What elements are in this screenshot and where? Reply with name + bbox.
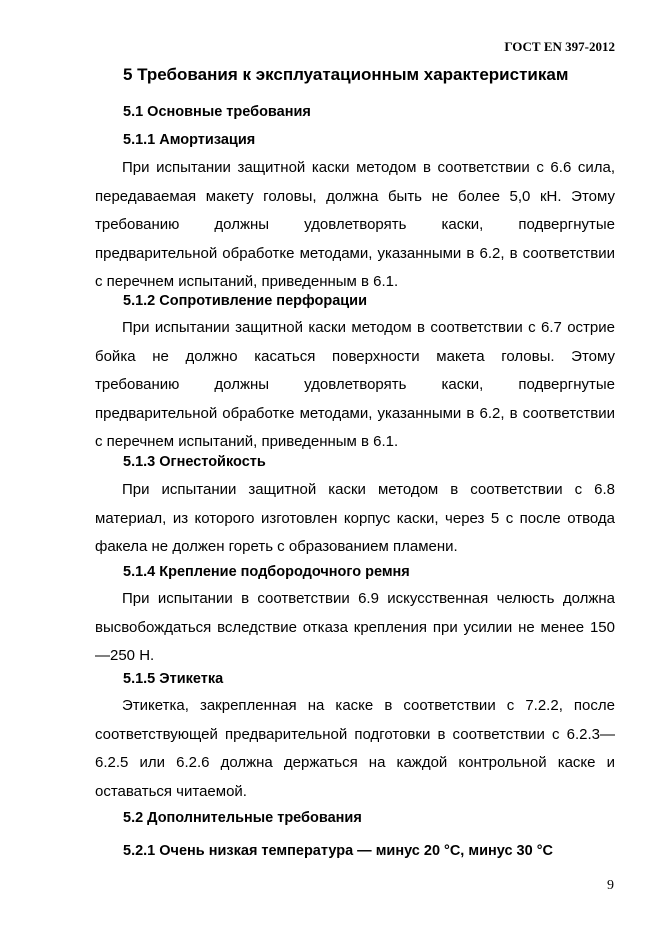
section-5-1-2-text: При испытании защитной каски методом в соответствии с 6.7 острие бойка не должно касаться поверхности макета головы. Этому требованию должны удовлетворять каски, подвергнутые предварительной обработке методами, указанными в 6.2, в соответствии с перечнем испытаний, приведенным в 6.1. (95, 319, 615, 451)
section-5-1-4-text: При испытании в соответствии 6.9 искусственная челюсть должна высвобождаться вследствие отказа крепления при усилии не менее 150—250 Н. (95, 590, 615, 665)
section-5-1-5-title: 5.1.5 Этикетка (123, 671, 224, 687)
document-header: ГОСТ EN 397-2012 (504, 39, 615, 54)
section-5-title: 5 Требования к эксплуатационным характеристикам (123, 65, 569, 84)
section-5-1-4-title: 5.1.4 Крепление подбородочного ремня (123, 564, 410, 580)
section-5-1-3-title: 5.1.3 Огнестойкость (123, 454, 266, 470)
section-5-2-1-title: 5.2.1 Очень низкая температура — минус 20 °С, минус 30 °С (123, 843, 553, 859)
section-5-1-1-title: 5.1.1 Амортизация (123, 132, 256, 148)
section-5-1-title: 5.1 Основные требования (123, 104, 311, 120)
section-5-1-3-text: При испытании защитной каски методом в соответствии с 6.8 материал, из которого изготовлен корпус каски, через 5 с после отвода факела не должен гореть с образованием пламени. (95, 481, 615, 556)
section-5-1-5-text: Этикетка, закрепленная на каске в соответствии с 7.2.2, после соответствующей предварительной подготовки в соответствии с 6.2.3—6.2.5 или 6.2.6 должна держаться на каждой контрольной каске и оставаться читаемой. (95, 697, 615, 800)
section-5-2-title: 5.2 Дополнительные требования (123, 810, 362, 826)
section-5-1-1-text: При испытании защитной каски методом в соответствии с 6.6 сила, передаваемая макету головы, должна быть не более 5,0 кН. Этому требованию должны удовлетворять каски, подвергнутые предварительной обработке методами, указанными в 6.2, в соответствии с перечнем испытаний, приведенным в 6.1. (95, 159, 615, 291)
page-number: 9 (607, 878, 614, 893)
section-5-1-2-title: 5.1.2 Сопротивление перфорации (123, 293, 368, 309)
